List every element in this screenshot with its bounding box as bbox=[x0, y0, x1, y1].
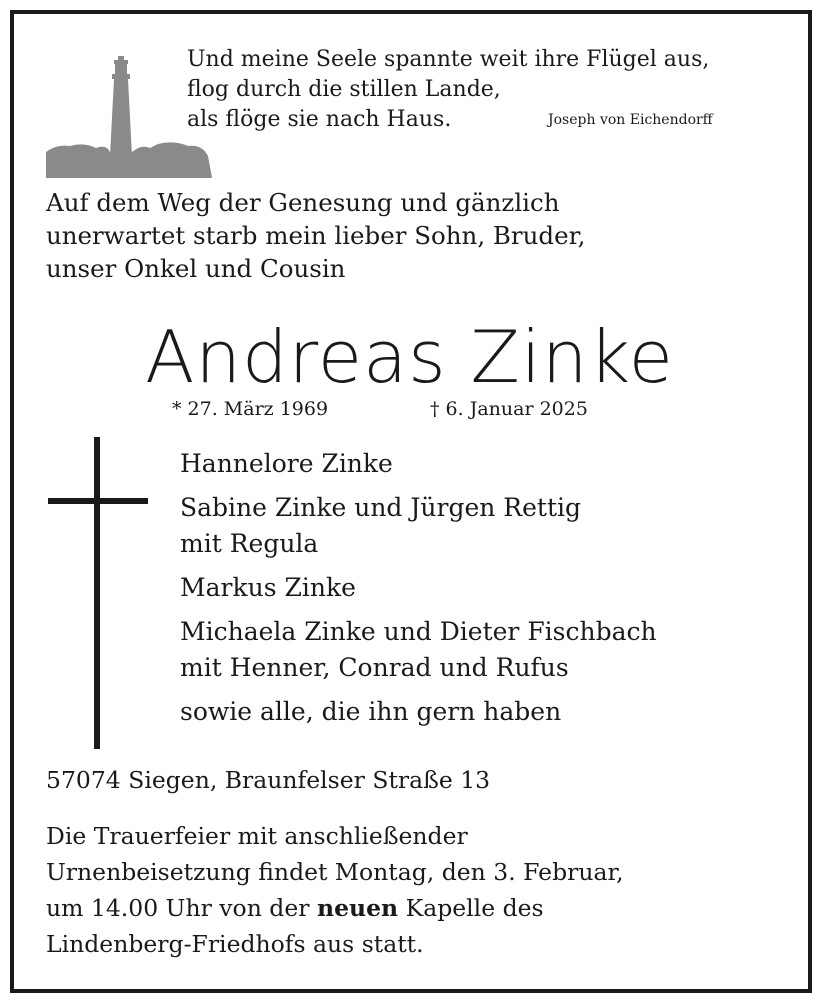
mourner-group bbox=[180, 694, 657, 730]
mourner-line: Michaela Zinke und Dieter Fischbach bbox=[180, 617, 657, 646]
funeral-info bbox=[46, 818, 624, 962]
mourner-line: mit Regula bbox=[180, 529, 319, 558]
cross-icon bbox=[48, 437, 148, 749]
funeral-text: Kapelle des bbox=[405, 894, 544, 922]
mourner-line: Markus Zinke bbox=[180, 573, 356, 602]
funeral-line: Urnenbeisetzung findet Montag, den 3. Februar, bbox=[46, 858, 624, 886]
mourners-list bbox=[180, 446, 657, 738]
funeral-text: um 14.00 Uhr von der bbox=[46, 894, 310, 922]
family-address: 57074 Siegen, Braunfelser Straße 13 bbox=[46, 766, 491, 794]
intro-text bbox=[46, 186, 585, 285]
intro-line: unser Onkel und Cousin bbox=[46, 254, 346, 283]
funeral-line bbox=[46, 890, 624, 926]
funeral-line: Lindenberg-Friedhofs aus statt. bbox=[46, 930, 424, 958]
mourner-line: Hannelore Zinke bbox=[180, 449, 393, 478]
funeral-emphasis: neuen bbox=[316, 894, 399, 922]
quote-line: flog durch die stillen Lande, bbox=[187, 77, 501, 102]
birth-date: * 27. März 1969 bbox=[172, 398, 329, 420]
quote-author: Joseph von Eichendorff bbox=[548, 112, 713, 128]
quote-line: als flöge sie nach Haus. bbox=[187, 107, 452, 132]
mourner-line: mit Henner, Conrad und Rufus bbox=[180, 653, 569, 682]
mourner-group bbox=[180, 446, 657, 482]
mourner-group bbox=[180, 570, 657, 606]
mourner-line: sowie alle, die ihn gern haben bbox=[180, 697, 562, 726]
mourner-group bbox=[180, 490, 657, 562]
mourner-group bbox=[180, 614, 657, 686]
deceased-name: Andreas Zinke bbox=[145, 315, 674, 399]
death-date: † 6. Januar 2025 bbox=[430, 398, 588, 420]
mourner-line: Sabine Zinke und Jürgen Rettig bbox=[180, 493, 582, 522]
funeral-line: Die Trauerfeier mit anschließender bbox=[46, 822, 468, 850]
intro-line: Auf dem Weg der Genesung und gänzlich bbox=[46, 188, 560, 217]
quote-line: Und meine Seele spannte weit ihre Flügel aus, bbox=[187, 47, 710, 72]
intro-line: unerwartet starb mein lieber Sohn, Bruder, bbox=[46, 221, 586, 250]
